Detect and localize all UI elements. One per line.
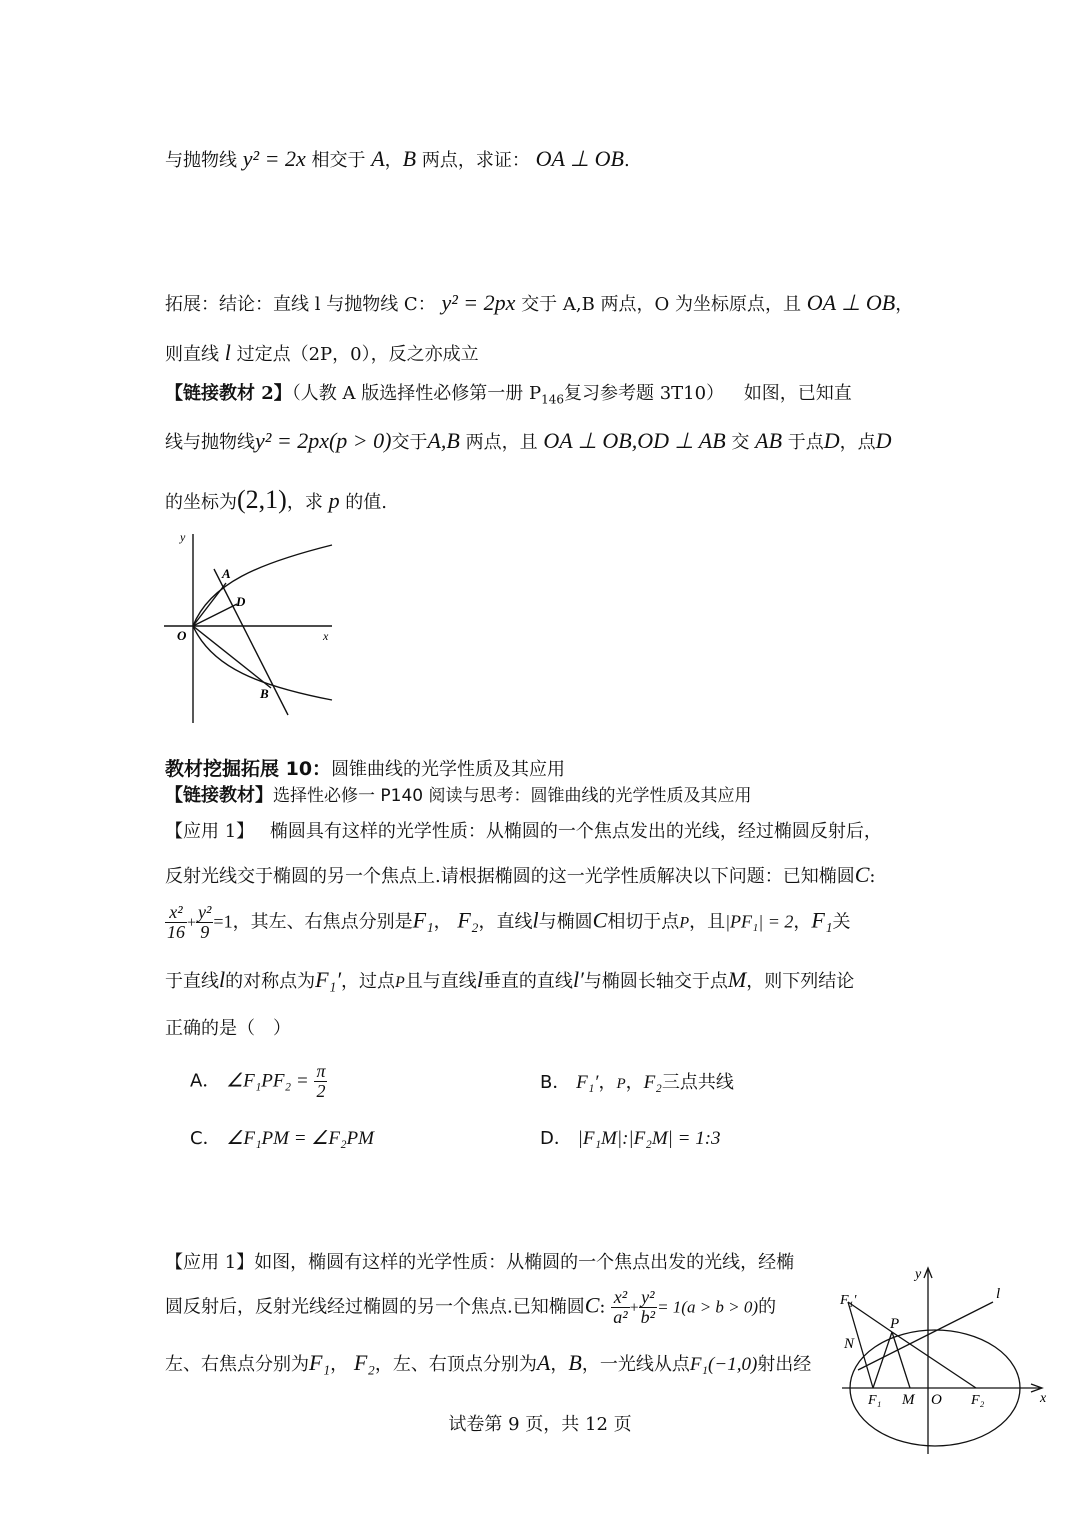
link2-text-2: 交于 [391,432,428,453]
f1-label: F₁ [868,1393,882,1408]
equals-one: =1 [213,911,233,932]
point-p: P [395,974,405,991]
app1b-text-2: 圆反射后，反射光线经过椭圆的另一个焦点.已知椭圆 [165,1296,585,1318]
point-n-label: N [844,1336,855,1352]
plus-sign: + [629,1299,639,1317]
app1-line-3 [165,903,850,942]
app1-text-12: 且与直线 [404,971,477,992]
app1-text-11: ，过点 [341,971,396,992]
page-footer [0,1410,1080,1436]
app1-text-13: 垂直的直线 [482,971,573,992]
separator: ， [793,911,812,933]
app1-text-8: 关 [832,911,851,933]
top-problem-text: 与抛物线 [165,150,237,171]
line-l: l [476,967,483,992]
fraction-y2-b2 [639,1288,657,1327]
option-c[interactable] [190,1124,374,1150]
option-d-label: D． [540,1128,572,1149]
f2-label: F₂ [971,1393,985,1408]
point-m: M [727,967,747,992]
fraction-y2-9 [196,903,213,942]
comma: ， [895,294,914,315]
option-b[interactable] [540,1068,734,1094]
parabola-equation: y² = 2x [242,146,306,171]
link2-text-4: 交 [731,432,750,453]
option-c-expression: ∠F₁PM = ∠F₂PM [226,1128,374,1149]
link2-parabola-equation: y² = 2px(p > 0) [255,428,392,453]
line-l: l [532,907,539,933]
plus-sign: + [187,914,197,932]
extension-line-2 [165,340,479,366]
colon: : [869,866,876,887]
option-a-label: A． [190,1070,221,1092]
option-b-f2: F₂ [643,1072,662,1093]
point-p-label: P [890,1316,900,1332]
point-b-label: B [260,686,269,701]
x-axis-label: x [323,629,329,643]
variable-p: p [328,488,340,513]
fraction-numerator: π [316,1061,326,1081]
app1b-text-4: 左、右焦点分别为 [165,1354,309,1375]
vertex-b: B [568,1350,582,1375]
focus-f1-coordinates: F₁(−1,0) [689,1354,758,1375]
separator: ， [433,911,452,933]
line-l-prime: l′ [572,967,584,992]
fraction-denominator: 16 [167,921,185,942]
option-b-text: 三点共线 [661,1072,734,1093]
app1-line-2 [165,862,875,888]
separator: ， [598,1072,617,1093]
focus-f1: F₁ [309,1350,331,1375]
app1b-tag: 【应用 1】 [165,1252,255,1273]
y-axis-label: y [180,530,186,544]
top-problem-text-2: 相交于 [311,150,366,171]
point-d: D [823,428,840,453]
option-a-expression: ∠F₁PF₂ = [226,1070,309,1092]
option-b-p: P [616,1076,626,1092]
fraction-denominator: 2 [316,1080,326,1101]
top-problem-text-3: 两点，求证： [421,150,530,171]
link2-line-1 [165,383,852,407]
section10-link-tag: 【链接教材】 [165,785,273,806]
link2-source-2: 复习参考题 3T10） [563,383,725,404]
segment-od [193,604,237,626]
app1-text-3: ，其左、右焦点分别是 [232,911,413,933]
option-b-f1-prime: F₁′ [576,1072,599,1093]
fraction-x2-16 [165,903,187,942]
point-b: B [402,146,417,171]
link2-text-3: 两点，且 [465,432,538,453]
app1b-line-3 [165,1350,811,1377]
focus-f2: F₂ [457,907,479,933]
segment-p-m [892,1332,910,1388]
section10-link-text: 选择性必修一 P140 阅读与思考：圆锥曲线的光学性质及其应用 [273,786,752,806]
app1b-line-1 [165,1252,794,1274]
app1-text-14: 与椭圆长轴交于点 [583,971,728,992]
fraction-numerator: x² [165,903,187,923]
segment-ab: AB [755,428,783,453]
line-l-label: l [996,1286,1001,1302]
origin-label: O [177,628,187,643]
link2-text-9: 的值. [345,492,388,513]
focus-f2: F₂ [353,1350,375,1375]
point-p: P [679,914,690,932]
point-a-label: A [222,566,231,581]
ellipse-condition: = 1(a > b > 0) [657,1297,759,1317]
link2-tag: 【链接教材 2】 [165,383,292,404]
link2-line-2 [165,428,892,454]
option-c-label: C． [190,1128,221,1149]
fraction-denominator: 9 [200,921,210,942]
extension-text: 拓展：结论：直线 l 与抛物线 C： [165,294,436,315]
option-d[interactable] [540,1124,721,1150]
option-b-label: B． [540,1072,571,1093]
link2-text: 线与抛物线 [165,432,255,453]
app1-line-4 [165,967,854,993]
x-axis-label: x [1040,1391,1047,1406]
focus-f1: F₁ [412,907,434,933]
fraction-numerator: y² [639,1288,657,1308]
focus-f1: F₁ [811,907,833,933]
separator: ， [384,150,403,171]
top-problem-line [165,146,630,172]
line-ab [214,569,288,715]
point-m-label: M [902,1392,915,1408]
separator: ， [550,1354,569,1375]
point-d-coordinates: (2,1) [237,485,287,514]
link2-text-5: 于点 [787,432,824,453]
app1b-text-3: 的 [758,1296,777,1318]
segment-p-f2 [892,1332,976,1388]
app1-text-1: 椭圆具有这样的光学性质：从椭圆的一个焦点发出的光线，经过椭圆反射后， [269,821,882,842]
section10-heading: 教材挖掘拓展 10： [165,758,332,780]
section10-subtitle: 圆锥曲线的光学性质及其应用 [331,759,566,780]
segment-oa [193,583,226,626]
app1-text-4: ，直线 [478,911,533,933]
link2-text-6: ，点 [839,432,876,453]
app1-text-5: 与椭圆 [538,911,593,933]
app1-tag: 【应用 1】 [165,821,255,842]
fraction-denominator: a² [613,1306,628,1327]
app1b-text-6: ，一光线从点 [581,1354,690,1375]
app1-text-10: 的对称点为 [225,971,316,992]
points-ab: A,B [427,428,460,453]
reflected-point-f1-prime: F₁′ [315,967,342,992]
point-a: A [371,146,385,171]
origin-label: O [931,1392,942,1408]
extension-condition: OA ⊥ OB [806,290,896,315]
y-axis-label: y [915,1267,922,1282]
line-l: l [219,967,226,992]
app1-text-6: 相切于点 [607,911,680,933]
option-a[interactable] [190,1062,327,1101]
section10-title [165,758,565,781]
app1-line-1 [165,821,882,843]
link2-source-3: 如图，已知直 [743,383,852,404]
link2-text-8: ，求 [286,492,323,513]
link2-condition: OA ⊥ OB,OD ⊥ AB [543,428,726,453]
fraction-numerator: x² [611,1288,629,1308]
app1-text-7: ，且 [689,911,726,933]
line-l: l [224,340,231,365]
app1b-text-5: ，左、右顶点分别为 [374,1354,537,1375]
ellipse-c: C [584,1292,600,1318]
option-d-expression: |F₁M|:|F₂M| = 1:3 [577,1128,721,1149]
extension-text-4: 过定点（2P，0），反之亦成立 [236,344,479,365]
extension-equation: y² = 2px [441,290,516,315]
app1-text-15: ，则下列结论 [746,971,855,992]
colon: : [599,1296,606,1318]
app1-text-2: 反射光线交于椭圆的另一个焦点上.请根据椭圆的这一光学性质解决以下问题：已知椭圆 [165,866,855,887]
app1b-text-7: 射出经 [757,1354,812,1375]
fraction-numerator: y² [198,902,212,922]
f1-prime-label: F₁′ [840,1293,857,1308]
app1b-text-1: 如图，椭圆有这样的光学性质：从椭圆的一个焦点出发的光线，经椭 [254,1252,795,1273]
segment-f1-p [873,1332,892,1388]
app1-text-9: 于直线 [165,971,219,992]
separator: ， [625,1072,644,1093]
fraction-denominator: b² [640,1306,656,1327]
link2-source: （人教 A 版选择性必修第一册 P [291,383,542,404]
app1b-line-2 [165,1288,776,1327]
pf1-length: |PF₁| = 2 [725,911,794,932]
ellipse-c: C [592,907,608,933]
separator: ， [330,1354,349,1375]
fraction-pi-2 [314,1062,327,1101]
extension-text-3: 则直线 [165,344,219,365]
ellipse-c: C [854,862,870,887]
link2-source-page: 146 [541,392,564,407]
app1-question: 正确的是（ ） [165,1018,291,1039]
page-number: 试卷第 9 页，共 12 页 [448,1414,632,1435]
link2-line-3 [165,484,387,515]
link2-text-7: 的坐标为 [165,492,237,513]
parabola-figure [160,528,350,728]
perpendicular-conclusion: OA ⊥ OB [535,146,624,171]
app1-line-5 [165,1018,291,1040]
vertex-a: A [536,1350,551,1375]
period: . [623,150,630,171]
fraction-x2-a2 [611,1288,629,1327]
section10-link [165,785,752,807]
parabola-upper-branch [193,545,332,626]
extension-line-1 [165,290,913,316]
point-d-label: D [236,594,246,609]
point-d-2: D [875,428,892,453]
extension-text-2: 交于 A,B 两点，O 为坐标原点，且 [521,294,802,315]
